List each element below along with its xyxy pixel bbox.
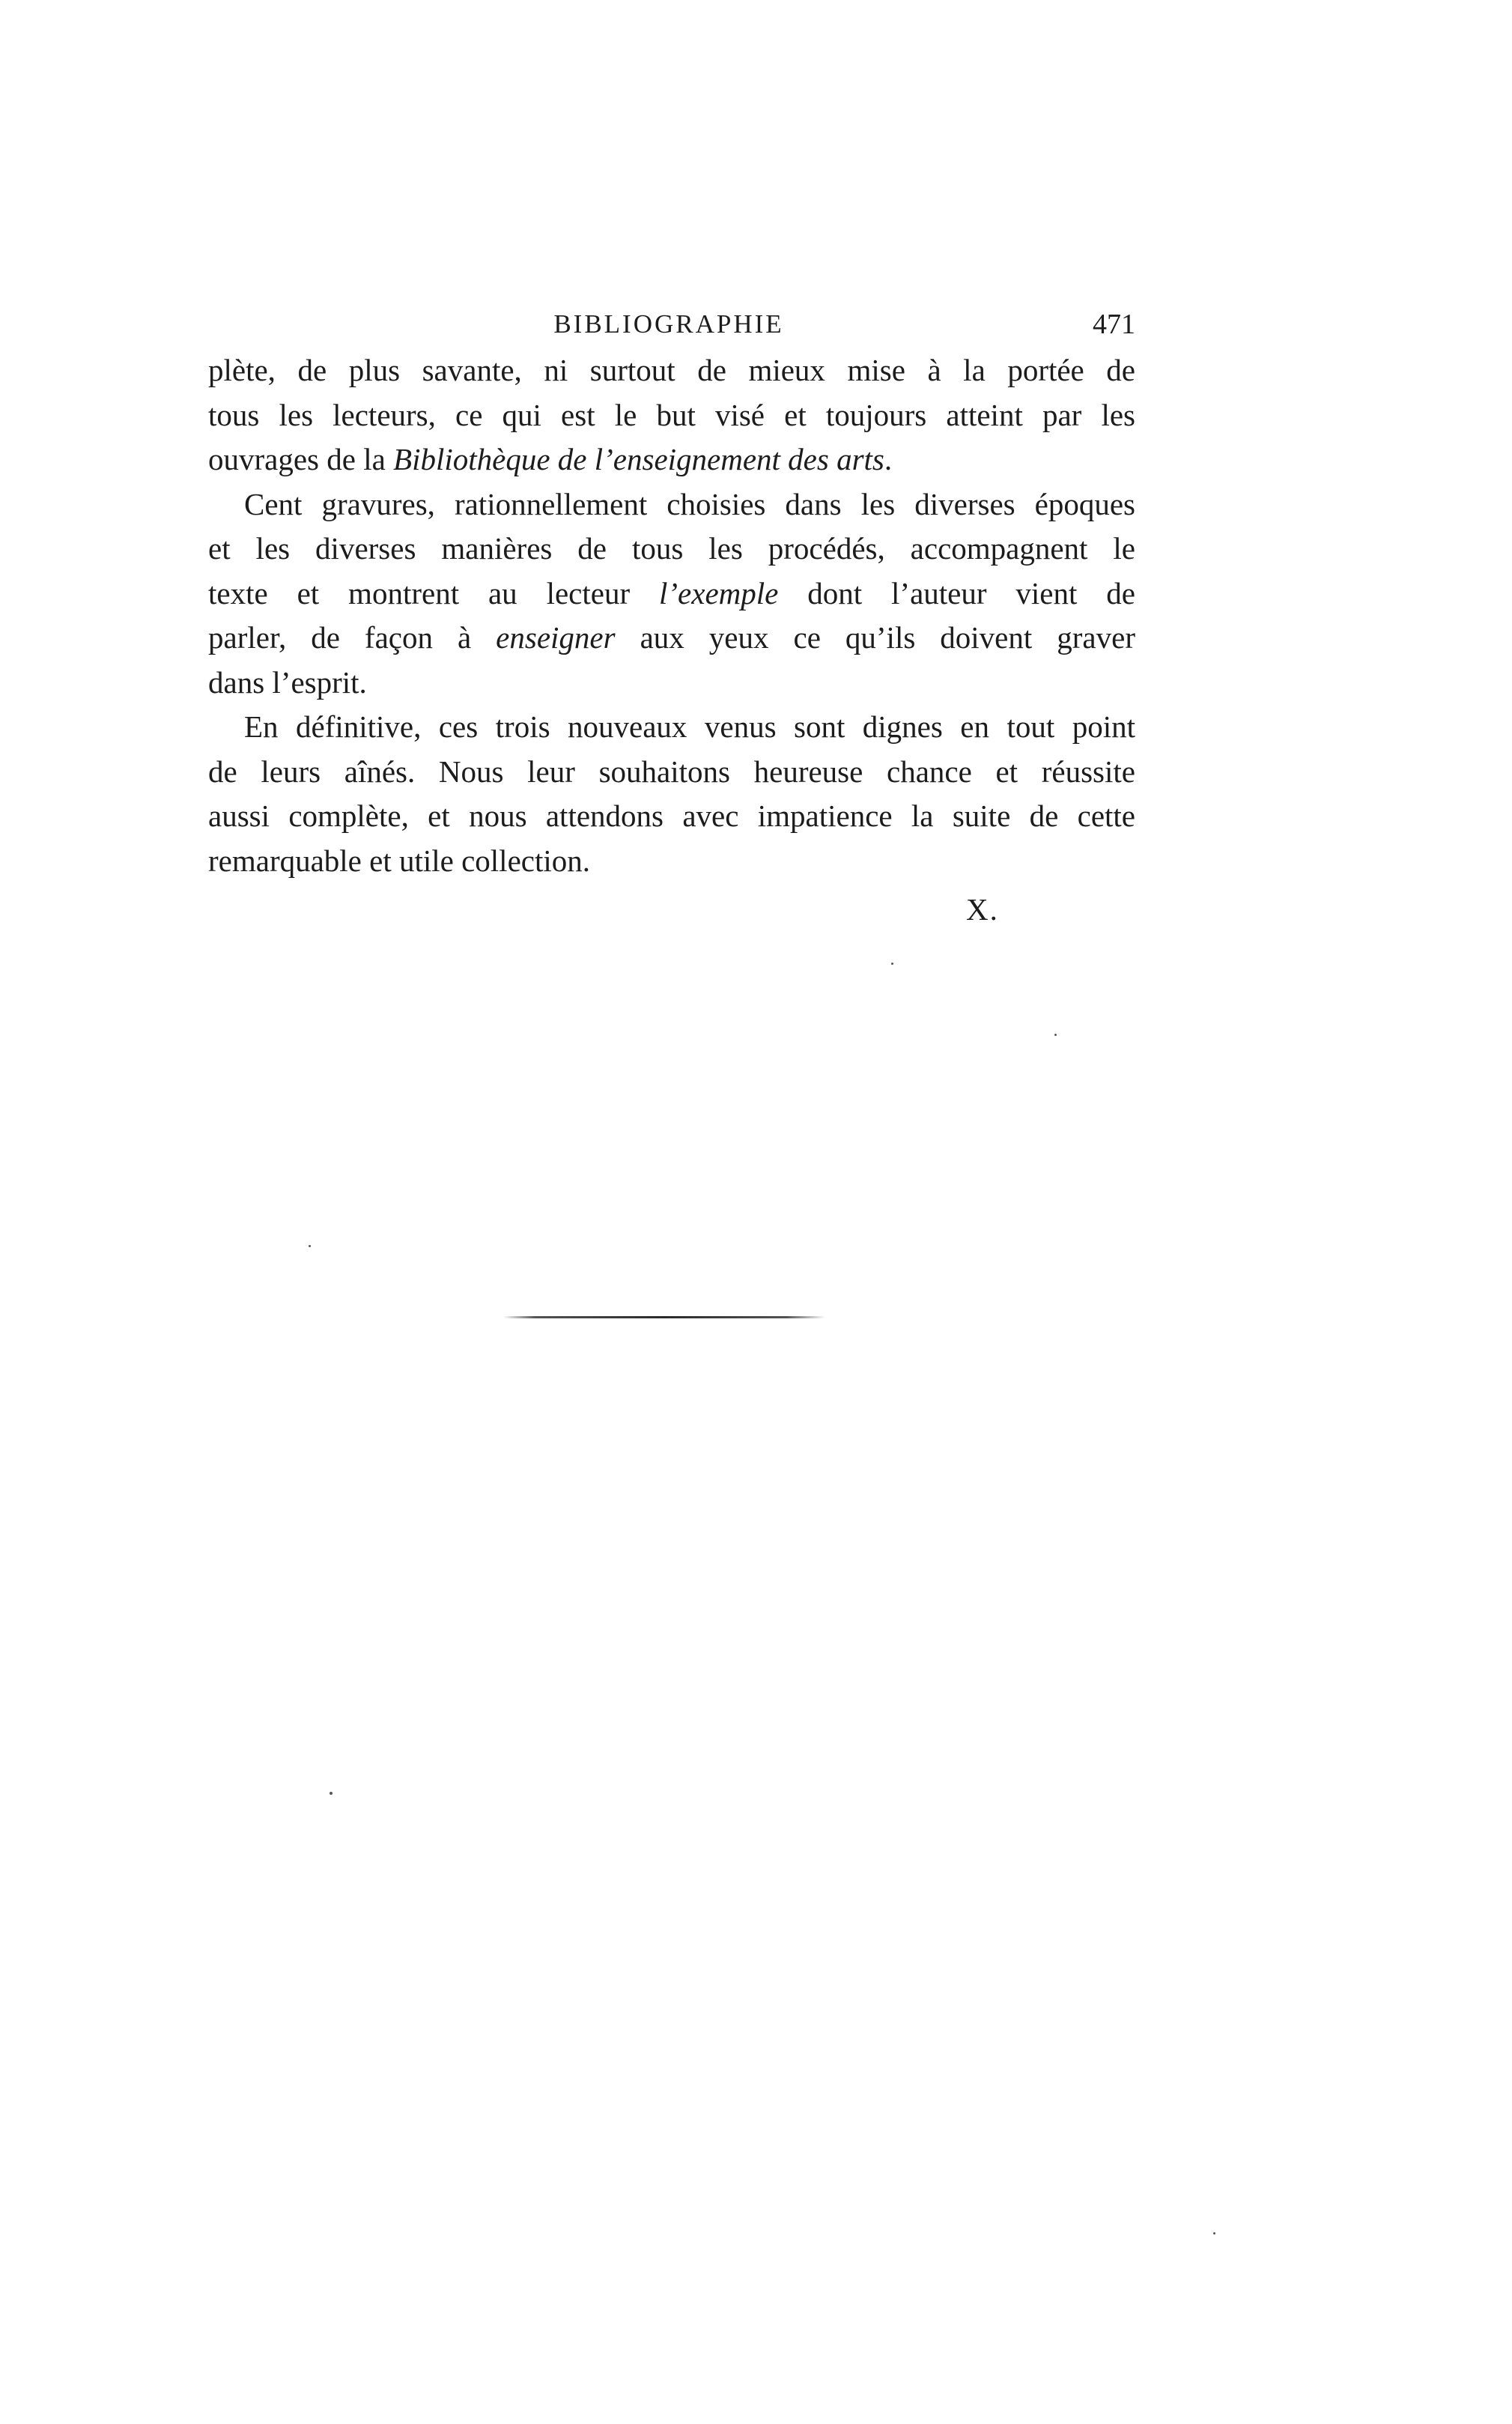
paragraph-2: [208, 482, 1135, 706]
text-line: plète, de plus savante, ni surtout de mieux mise à la portée de: [208, 353, 1135, 387]
text-line: tous les lecteurs, ce qui est le but visé et toujours atteint par les: [208, 397, 1135, 432]
text-run: aux yeux ce qu’ils doivent graver: [615, 620, 1135, 655]
text-run: parler, de façon à: [208, 620, 497, 655]
text-run: .: [884, 442, 893, 476]
text-line: et les diverses manières de tous les procédés, accompagnent le: [208, 531, 1135, 566]
text-run: ouvrages de la: [208, 442, 394, 476]
paper-speck: [1213, 2232, 1215, 2234]
text-line: [208, 616, 1135, 661]
italic-word: enseigner: [496, 620, 616, 655]
text-line: dans l’esprit.: [208, 664, 367, 700]
text-run: dont l’auteur vient de: [778, 575, 1135, 610]
running-title: BIBLIOGRAPHIE: [553, 309, 784, 339]
text-line: de leurs aînés. Nous leur souhaitons heureuse chance et réussite: [208, 754, 1135, 789]
paper-speck: [1054, 1034, 1057, 1036]
section-divider: [503, 1316, 825, 1318]
text-line: En définitive, ces trois nouveaux venus sont dignes en tout point: [244, 709, 1135, 744]
text-line: Cent gravures, rationnellement choisies dans les diverses époques: [244, 486, 1135, 521]
text-line: [208, 572, 1135, 616]
text-line: aussi complète, et nous attendons avec impatience la suite de cette: [208, 799, 1135, 833]
running-head: [202, 306, 1135, 343]
text-run: texte et montrent au lecteur: [208, 575, 659, 610]
italic-title: Bibliothèque de l’enseignement des arts: [393, 442, 884, 476]
body-text: [208, 348, 1135, 883]
author-signature: X.: [966, 892, 999, 927]
paragraph-1: [208, 348, 1135, 482]
text-line: [208, 437, 1135, 482]
page-number: 471: [1093, 309, 1135, 340]
paper-speck: [891, 963, 893, 965]
italic-word: l’exemple: [659, 575, 779, 610]
paper-speck: [309, 1245, 311, 1247]
paper-speck: [330, 1792, 333, 1795]
text-line: remarquable et utile collection.: [208, 843, 590, 878]
paragraph-3: [208, 705, 1135, 883]
